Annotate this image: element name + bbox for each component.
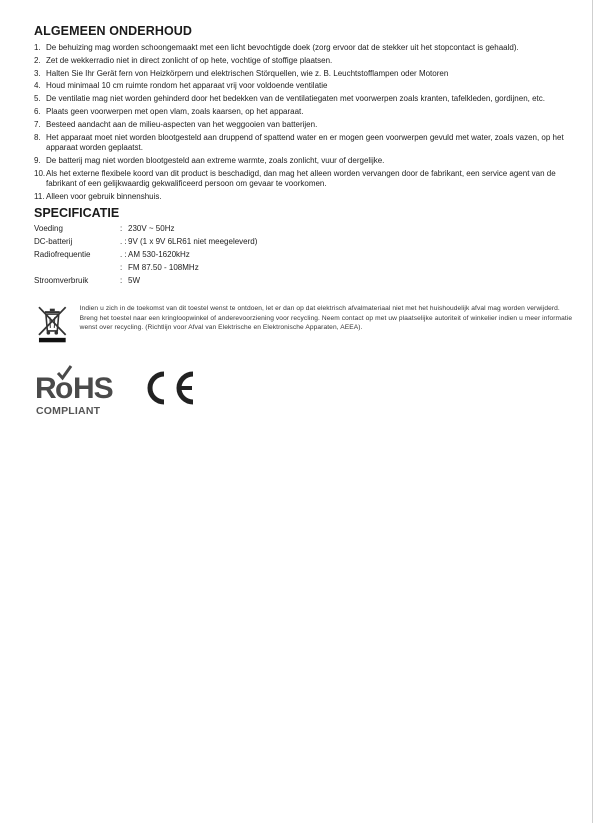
spec-value: AM 530-1620kHz bbox=[128, 250, 190, 260]
weee-text: Indien u zich in de toekomst van dit toestel wenst te ontdoen, let er dan op dat elektrisch afvalmateriaal niet met het huishoudelijk afval mag worden verwijderd. Breng het toestel naar een kringloopwinkel of anderevoorziening voor recycling. Neem contact op met uw plaatselijke autoriteit of winkelier indien u meer informatie wenst over recycling. (Richtlijn voor Afval van Elektrische en Elektronische Apparaten, AEEA). bbox=[79, 305, 573, 332]
spec-title: SPECIFICATIE bbox=[34, 206, 120, 221]
spec-separator: . : bbox=[120, 237, 127, 247]
spec-label: Voeding bbox=[34, 224, 63, 234]
spec-separator: : bbox=[120, 262, 123, 272]
list-item: 1. De behuizing mag worden schoongemaakt met een licht bevochtigde doek (zorg ervoor dat de stekker uit het stopcontact is gehaald). bbox=[34, 43, 519, 52]
list-item: 10. Als het externe flexibele koord van dit product is beschadigd, dan mag het alleen worden vervangen door de fabrikant, een service agent van de fabrikant of een gelijkwaardig gekwalificeerd persoon om gevaar te voorkomen. bbox=[34, 168, 556, 189]
list-item: 7. Besteed aandacht aan de milieu-aspecten van het weggooien van batterijen. bbox=[34, 119, 318, 129]
page-edge bbox=[592, 0, 593, 823]
spec-separator: . : bbox=[120, 250, 127, 260]
spec-label: Radiofrequentie bbox=[34, 250, 91, 260]
spec-label: Stroomverbruik bbox=[34, 275, 89, 285]
spec-value: 230V ~ 50Hz bbox=[128, 224, 175, 234]
list-item: 5. De ventilatie mag niet worden gehinderd door het bedekken van de ventilatiegaten met voorwerpen zoals kranten, tafelkleden, gordijnen, etc. bbox=[34, 94, 545, 104]
spec-value: 9V (1 x 9V 6LR61 niet meegeleverd) bbox=[128, 237, 258, 247]
list-item: 8. Het apparaat moet niet worden blootgesteld aan druppend of spattend water en er mogen geen voorwerpen gevuld met water, zoals vazen, op het apparaat worden geplaatst. bbox=[34, 132, 564, 153]
spec-separator: : bbox=[120, 224, 123, 234]
spec-value: 5W bbox=[128, 275, 140, 285]
list-item: 11. Alleen voor gebruik binnenshuis. bbox=[34, 191, 162, 201]
maintenance-list bbox=[34, 43, 574, 202]
ce-mark-logo bbox=[140, 368, 200, 408]
spec-table bbox=[34, 224, 574, 286]
list-item: 9. De batterij mag niet worden blootgesteld aan extreme warmte, zoals zonlicht, vuur of dergelijke. bbox=[34, 155, 385, 165]
list-item: 4. Houd minimaal 10 cm ruimte rondom het apparaat vrij voor voldoende ventilatie bbox=[34, 81, 328, 91]
spec-row bbox=[34, 237, 574, 248]
spec-label: DC-batterij bbox=[34, 237, 73, 247]
spec-row bbox=[34, 263, 574, 274]
svg-text:o: o bbox=[55, 372, 73, 406]
certification-marks bbox=[34, 364, 574, 420]
svg-text:COMPLIANT: COMPLIANT bbox=[36, 405, 101, 418]
svg-text:R: R bbox=[35, 372, 56, 406]
crossed-out-bin-icon bbox=[36, 304, 70, 344]
svg-text:HS: HS bbox=[73, 372, 113, 406]
weee-notice bbox=[34, 304, 574, 344]
spec-label bbox=[34, 263, 120, 274]
spec-value: FM 87.50 - 108MHz bbox=[128, 262, 199, 272]
spec-row bbox=[34, 250, 574, 261]
content bbox=[34, 24, 574, 420]
spec-row bbox=[34, 224, 574, 235]
list-item: 6. Plaats geen voorwerpen met open vlam, zoals kaarsen, op het apparaat. bbox=[34, 106, 304, 116]
list-item: 3. Halten Sie Ihr Gerät fern von Heizkörpern und elektrischen Störquellen, wie z. B. Leuchtstofflampen oder Motoren bbox=[34, 68, 449, 78]
spec-separator: : bbox=[120, 275, 123, 285]
rohs-compliant-logo bbox=[34, 364, 124, 420]
list-item: 2. Zet de wekkerradio niet in direct zonlicht of op hete, vochtige of stoffige plaatsen. bbox=[34, 55, 333, 65]
maintenance-title: ALGEMEEN ONDERHOUD bbox=[34, 24, 193, 38]
spec-row bbox=[34, 276, 574, 287]
